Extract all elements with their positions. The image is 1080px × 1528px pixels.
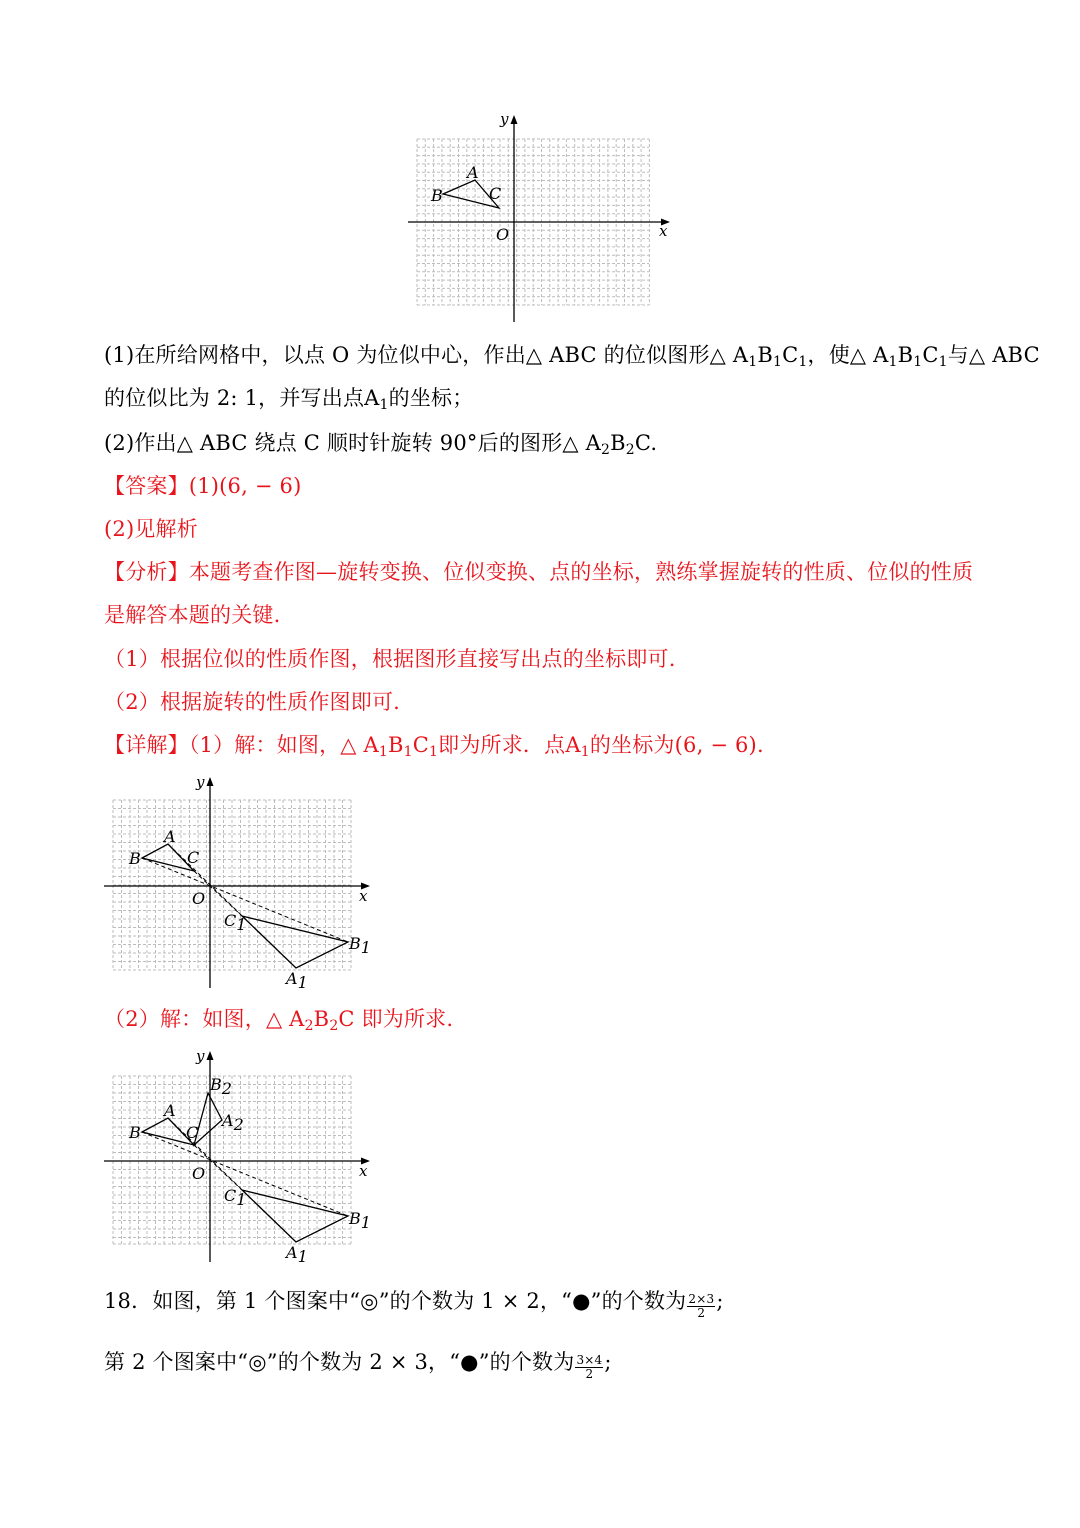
label-x: x — [359, 1162, 368, 1180]
detail-line-2: （2）解：如图，△ $A_2B_2C$ 即为所求. — [104, 1007, 454, 1034]
label-y: y — [196, 1047, 205, 1065]
analysis-tag: 【分析】 — [104, 560, 189, 584]
figure-2-homothety — [100, 770, 380, 995]
problem-18-line-2: 第 2 个图案中“◎”的个数为 2 × 3，“●”的个数为 $\frac{3\times 4}{2}$ ; — [104, 1350, 612, 1381]
label-c: C — [186, 1123, 199, 1142]
question-1-line-2: 的位似比为 2: 1，并写出点$A_1$的坐标； — [104, 386, 474, 413]
analysis-step-1: （1）根据位似的性质作图，根据图形直接写出点的坐标即可. — [104, 647, 676, 671]
label-origin: O — [496, 225, 510, 244]
label-c: C — [489, 184, 502, 203]
label-a1: A1 — [286, 1243, 308, 1266]
analysis-step-2: （2）根据旋转的性质作图即可. — [104, 690, 401, 714]
label-b: B — [129, 1123, 141, 1142]
label-a2: A2 — [222, 1111, 244, 1134]
label-b1: B1 — [349, 1209, 371, 1232]
label-b2: B2 — [210, 1075, 232, 1098]
detail-line-1: 【详解】（1）解：如图，△ $A_1B_1C_1$即为所求．点$A_1$的坐标为(6, − 6). — [104, 733, 764, 760]
question-1-line-1: (1)在所给网格中，以点 O 为位似中心，作出△ ABC 的位似图形△ $A_1B_1C_1$，使△ $A_1B_1C_1$与△ ABC — [104, 343, 1040, 370]
figure-1-coordinate-grid — [400, 110, 690, 330]
label-c1: C1 — [224, 1186, 247, 1209]
label-b1: B1 — [349, 934, 371, 957]
answer-line-1: 【答案】(1)(6, − 6) — [104, 474, 302, 498]
question-2: (2)作出△ ABC 绕点 C 顺时针旋转 90°后的图形△ $A_2B_2C$. — [104, 431, 658, 458]
label-a1: A1 — [286, 969, 308, 992]
answer-line-2: (2)见解析 — [104, 517, 198, 541]
label-b: B — [129, 849, 141, 868]
grid — [113, 800, 351, 970]
label-a: A — [164, 1101, 176, 1120]
label-b: B — [431, 186, 443, 205]
grid — [113, 1076, 351, 1244]
analysis-line-1: 【分析】本题考查作图—旋转变换、位似变换、点的坐标，熟练掌握旋转的性质、位似的性质 — [104, 560, 974, 584]
figure-3-rotation — [100, 1044, 380, 1269]
label-a: A — [467, 163, 479, 182]
label-x: x — [659, 222, 668, 240]
label-y: y — [500, 110, 509, 128]
label-c1: C1 — [224, 911, 247, 934]
label-y: y — [196, 773, 205, 791]
label-c: C — [187, 848, 200, 867]
answer-tag: 【答案】 — [104, 474, 189, 498]
label-origin: O — [192, 1164, 206, 1183]
axes — [104, 1051, 370, 1262]
fraction: $\frac{2\times 3}{2}$ — [688, 1292, 715, 1320]
label-x: x — [359, 887, 368, 905]
analysis-line-2: 是解答本题的关键. — [104, 603, 281, 627]
detail-tag: 【详解】 — [104, 733, 189, 757]
problem-18-line-1: 18．如图，第 1 个图案中“◎”的个数为 1 × 2，“●”的个数为 $\frac{2\times 3}{2}$ ; — [104, 1289, 724, 1320]
axes — [408, 115, 670, 322]
fraction: $\frac{3\times 4}{2}$ — [576, 1353, 603, 1381]
label-a: A — [164, 827, 176, 846]
label-origin: O — [192, 889, 206, 908]
